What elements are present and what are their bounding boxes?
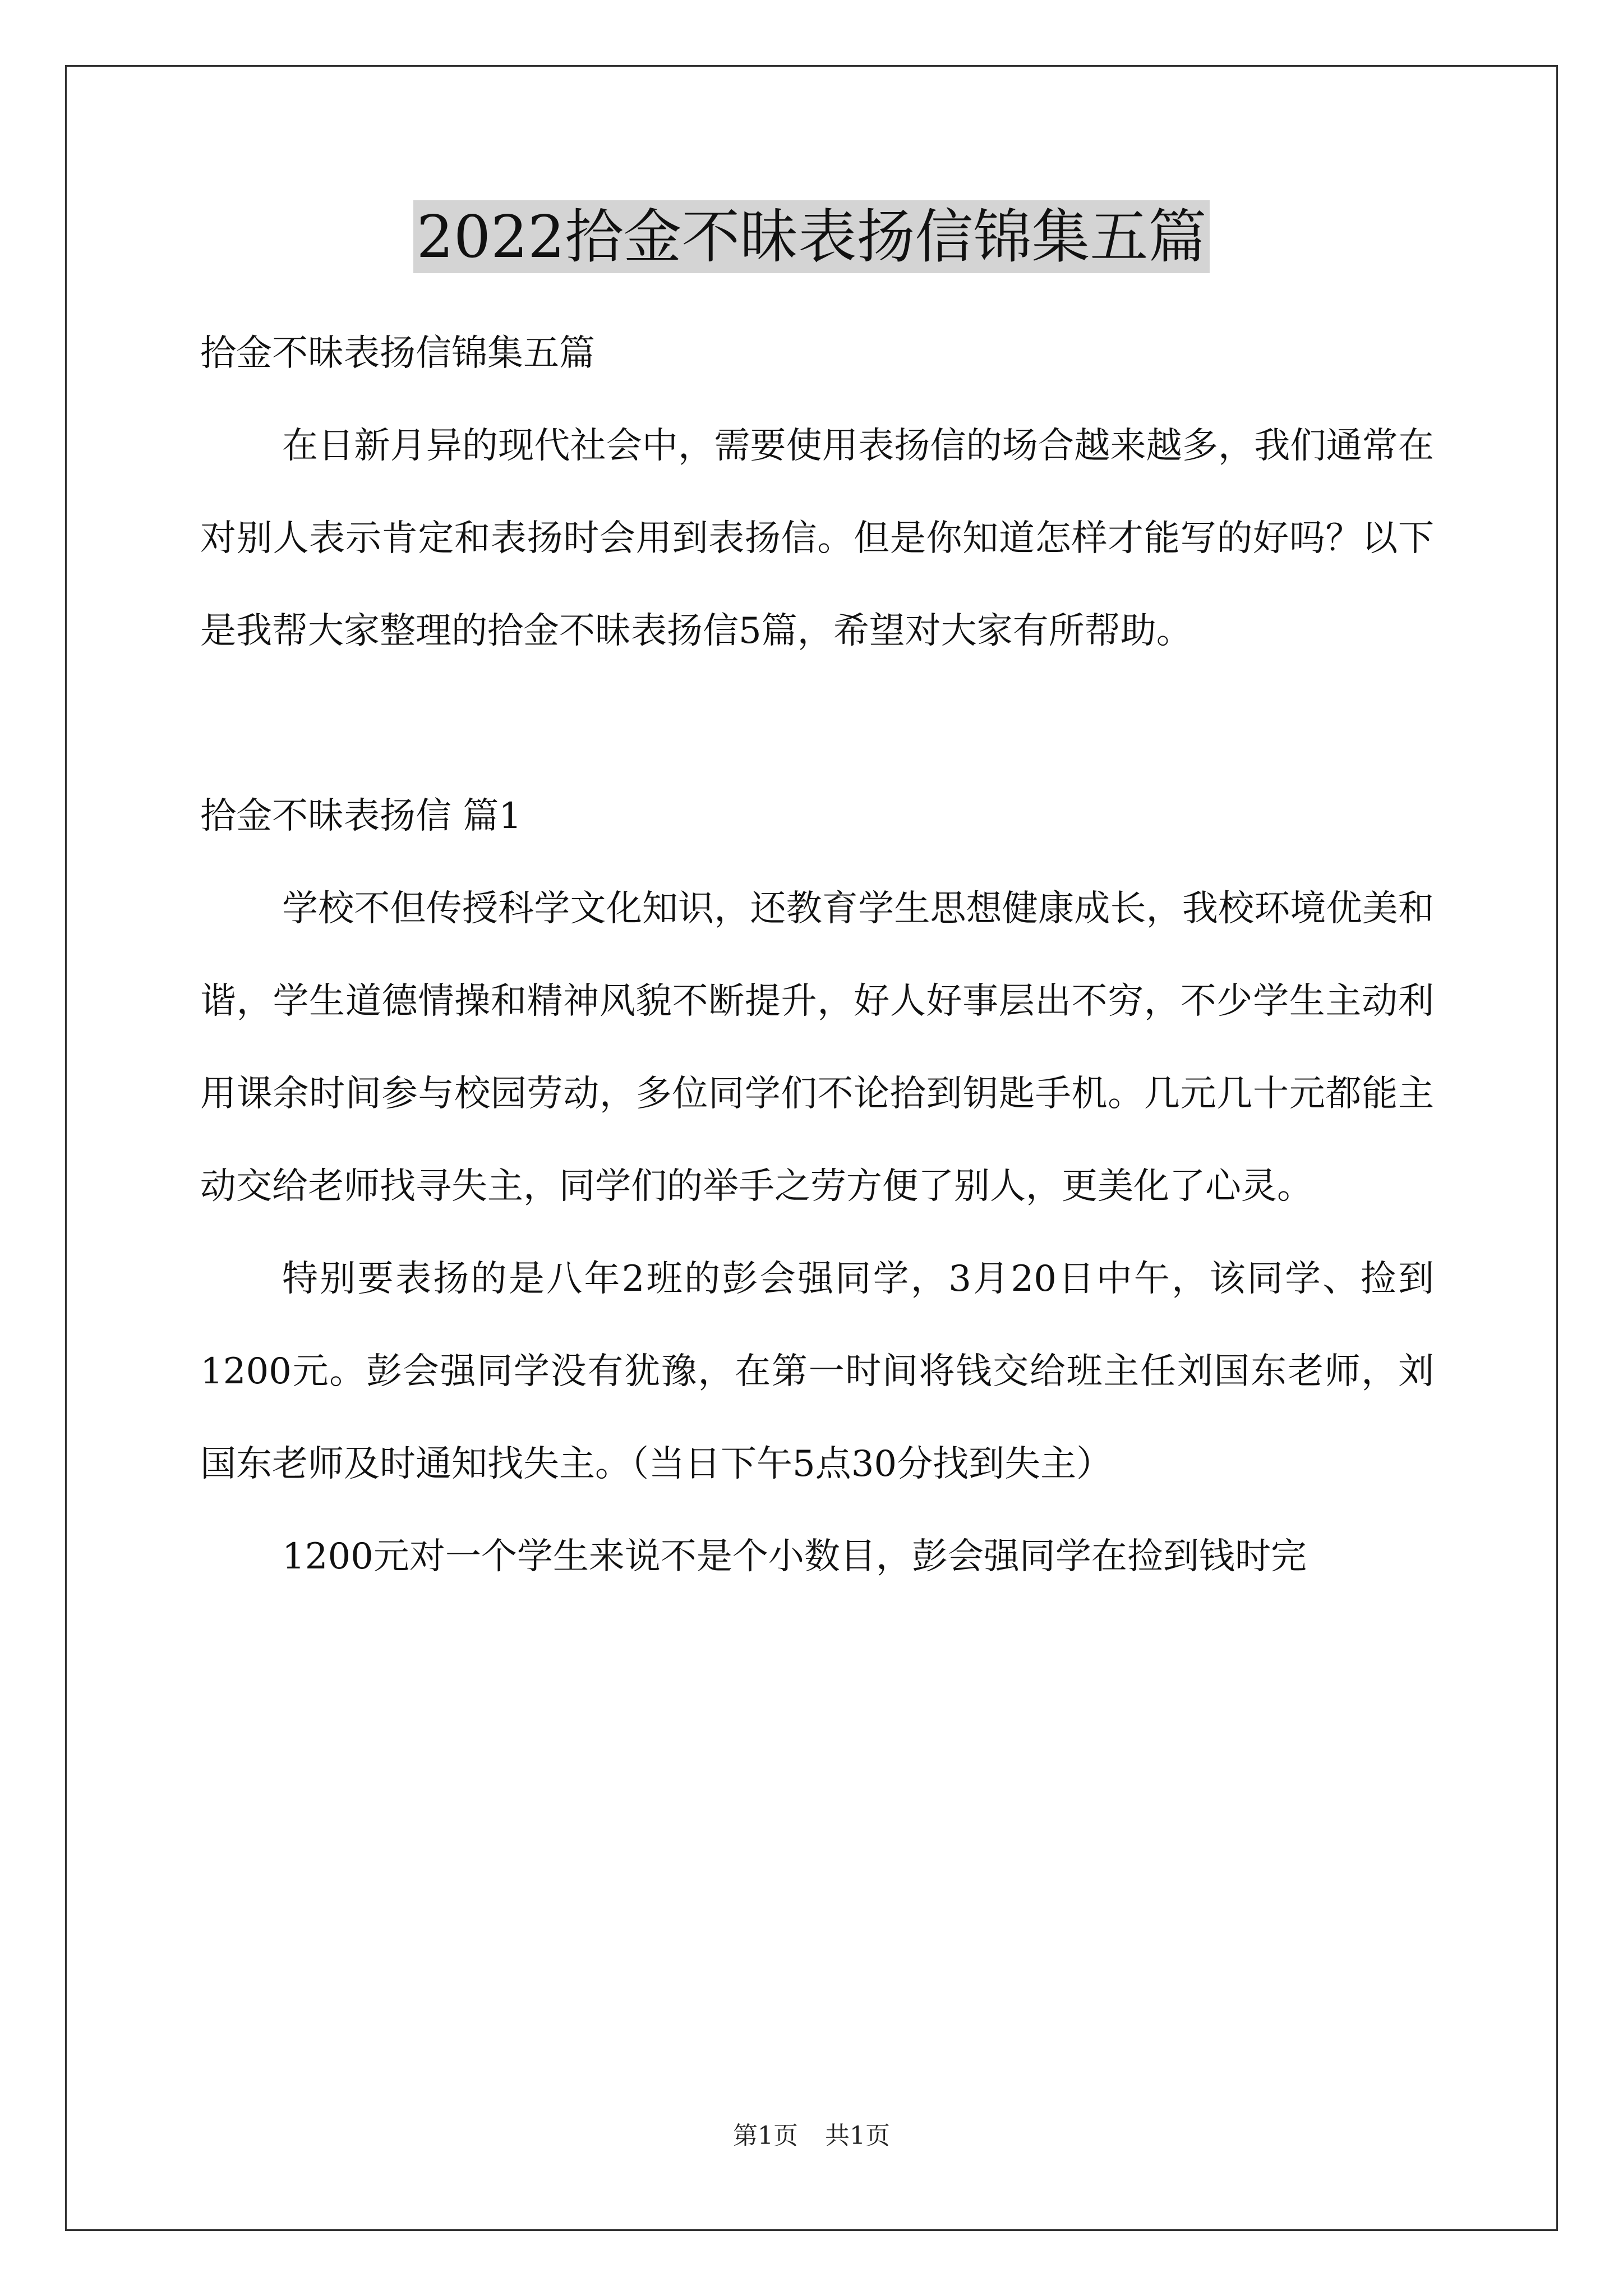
- body-paragraph-1: 学校不但传授科学文化知识，还教育学生思想健康成长，我校环境优美和谐，学生道德情操和精神风貌不断提升，好人好事层出不穷，不少学生主动利用课余时间参与校园劳动，多位同学们不论拾到钥匙手机。几元几十元都能主动交给老师找寻失主，同学们的举手之劳方便了别人，更美化了心灵。: [200, 888, 1434, 1207]
- section-heading: 拾金不昧表扬信 篇1: [200, 795, 522, 837]
- intro-paragraph: 在日新月异的现代社会中，需要使用表扬信的场合越来越多，我们通常在对别人表示肯定和表扬时会用到表扬信。但是你知道怎样才能写的好吗？以下是我帮大家整理的拾金不昧表扬信5篇，希望对大家有所帮助。: [200, 425, 1434, 652]
- document-body: [200, 307, 1434, 1603]
- document-title-text: 2022拾金不昧表扬信锦集五篇: [413, 200, 1210, 273]
- page-total: 共1页: [825, 2122, 890, 2150]
- page-footer: [0, 2119, 1623, 2153]
- body-paragraph-3: 1200元对一个学生来说不是个小数目，彭会强同学在捡到钱时完: [282, 1536, 1307, 1577]
- body-paragraph-2: 特别要表扬的是八年2班的彭会强同学，3月20日中午，该同学、捡到1200元。彭会强同学没有犹豫，在第一时间将钱交给班主任刘国东老师，刘国东老师及时通知找失主。（当日下午5点30分找到失主）: [200, 1258, 1434, 1485]
- document-title: [0, 197, 1623, 276]
- page-number: 第1页: [733, 2122, 798, 2150]
- document-subtitle: 拾金不昧表扬信锦集五篇: [200, 333, 595, 374]
- paragraph-spacer: [200, 678, 1434, 770]
